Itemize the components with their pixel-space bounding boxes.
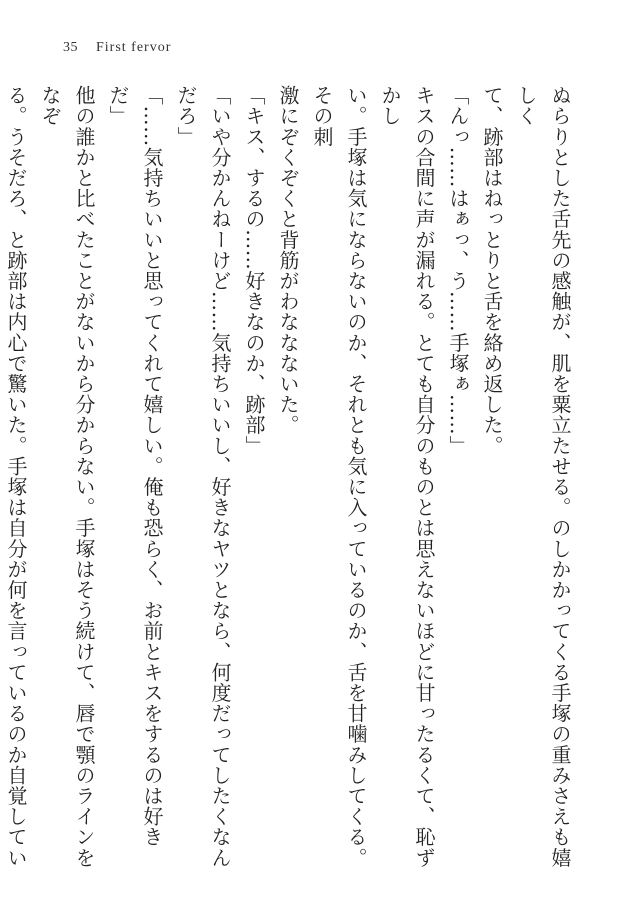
text-line: 「んっ……はぁっ、う……手塚ぁ……」 (446, 85, 470, 456)
text-line: 「いや分かんねーけど……気持ちいいし、好きなヤツとなら、何度だってしたくなんだろ」 (174, 85, 232, 868)
text-line: 他の誰かと比べたことがないから分からない。手塚はそう続けて、唇で顎のラインをなぞ (38, 85, 96, 868)
text-line: 激にぞくぞくと背筋がわななないた。 (276, 85, 300, 436)
text-line: い。手塚は気にならないのか、それとも気に入っているのか、舌を甘噛みしてくる。その刺 (310, 85, 368, 868)
text-line: 「……気持ちいいと思ってくれて嬉しい。俺も恐らく、お前とキスをするのは好きだ」 (106, 85, 164, 848)
text-line: キスの合間に声が漏れる。とても自分のものとは思えないほどに甘ったるくて、恥ずかし (378, 85, 436, 868)
running-title: First fervor (96, 40, 172, 55)
text-line: て、跡部はねっとりと舌を絡め返した。 (480, 85, 504, 456)
page-header (63, 40, 171, 60)
vertical-text-block (4, 85, 577, 875)
text-line: 「キス、するの……好きなのか、跡部」 (242, 85, 266, 456)
page-number: 35 (63, 40, 78, 55)
text-line: ぬらりとした舌先の感触が、肌を粟立たせる。のしかかってくる手塚の重みさえも嬉しく (514, 85, 572, 868)
text-line: る。うそだろ、と跡部は内心で驚いた。手塚は自分が何を言っているのか自覚してい (4, 85, 28, 868)
